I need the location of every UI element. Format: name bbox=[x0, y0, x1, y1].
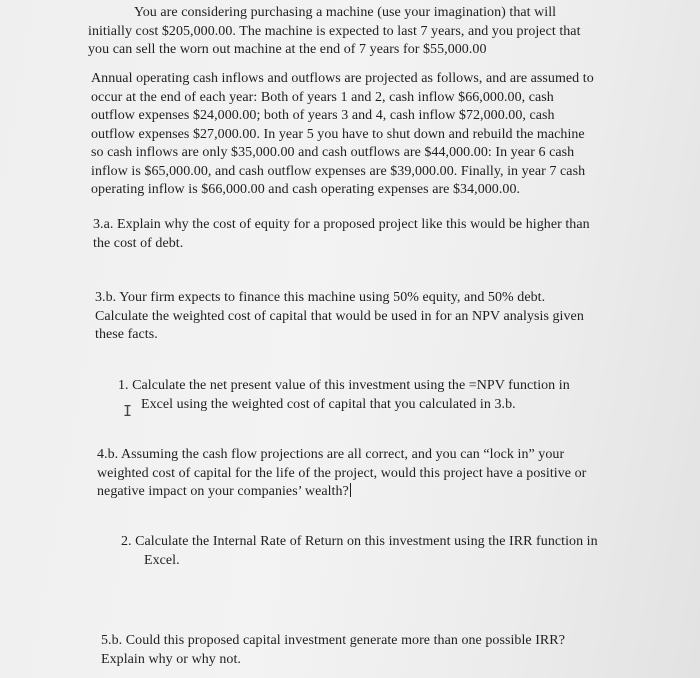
cashflow-line: inflow is $65,000.00, and cash outflow expenses are $39,000.00. Finally, in year 7 cash bbox=[91, 163, 586, 179]
cashflow-line: Annual operating cash inflows and outflows are projected as follows, and are assumed to bbox=[91, 71, 594, 86]
cashflow-line: occur at the end of each year: Both of years 1 and 2, cash inflow $66,000.00, cash bbox=[91, 89, 554, 105]
question-3b bbox=[95, 289, 584, 345]
cashflow-line: operating inflow is $66,000.00 and cash operating expenses are $34,000.00. bbox=[91, 182, 521, 197]
intro-line: you can sell the worn out machine at the end of 7 years for $55,000.00 bbox=[88, 42, 487, 57]
cashflow-paragraph bbox=[91, 70, 594, 200]
question-1-line: Excel using the weighted cost of capital that you calculated in 3.b. bbox=[141, 396, 516, 412]
question-3b-line: Calculate the weighted cost of capital that would be used in for an NPV analysis given bbox=[95, 308, 584, 324]
question-2 bbox=[121, 533, 598, 570]
cashflow-line: so cash inflows are only $35,000.00 and cash outflows are $44,000.00: In year 6 cash bbox=[91, 145, 575, 160]
question-3a-line: 3.a. Explain why the cost of equity for a proposed project like this would be higher than bbox=[93, 217, 590, 232]
question-4b-line: weighted cost of capital for the life of the project, would this project have a positive or bbox=[97, 465, 587, 481]
question-5b-line: 5.b. Could this proposed capital investment generate more than one possible IRR? bbox=[101, 633, 565, 648]
question-4b-line bbox=[97, 483, 586, 502]
intro-line: You are considering purchasing a machine (use your imagination) that will bbox=[134, 5, 557, 20]
intro-paragraph bbox=[88, 4, 581, 60]
question-3a-line: the cost of debt. bbox=[93, 235, 184, 251]
intro-line: initially cost $205,000.00. The machine is expected to last 7 years, and you project that bbox=[88, 23, 581, 39]
question-3b-line: these facts. bbox=[95, 327, 158, 342]
question-4b-text: negative impact on your companies’ wealth? bbox=[97, 484, 349, 499]
question-3a bbox=[93, 216, 590, 253]
question-4b-line: 4.b. Assuming the cash flow projections are all correct, and you can “lock in” your bbox=[97, 447, 565, 462]
question-1 bbox=[118, 377, 570, 414]
question-5b bbox=[101, 632, 565, 669]
question-1-line: 1. Calculate the net present value of this investment using the =NPV function in bbox=[118, 378, 570, 393]
question-5b-line: Explain why or why not. bbox=[101, 651, 241, 667]
ibeam-cursor-icon: I bbox=[123, 402, 133, 420]
question-2-line: 2. Calculate the Internal Rate of Return on this investment using the IRR function in bbox=[121, 534, 598, 549]
question-2-line: Excel. bbox=[144, 552, 180, 568]
cashflow-line: outflow expenses $27,000.00. In year 5 you have to shut down and rebuild the machine bbox=[91, 126, 585, 142]
question-4b bbox=[97, 446, 586, 502]
question-3b-line: 3.b. Your firm expects to finance this machine using 50% equity, and 50% debt. bbox=[95, 290, 546, 305]
text-caret-icon bbox=[350, 483, 351, 497]
cashflow-line: outflow expenses $24,000.00; both of years 3 and 4, cash inflow $72,000.00, cash bbox=[91, 108, 555, 123]
